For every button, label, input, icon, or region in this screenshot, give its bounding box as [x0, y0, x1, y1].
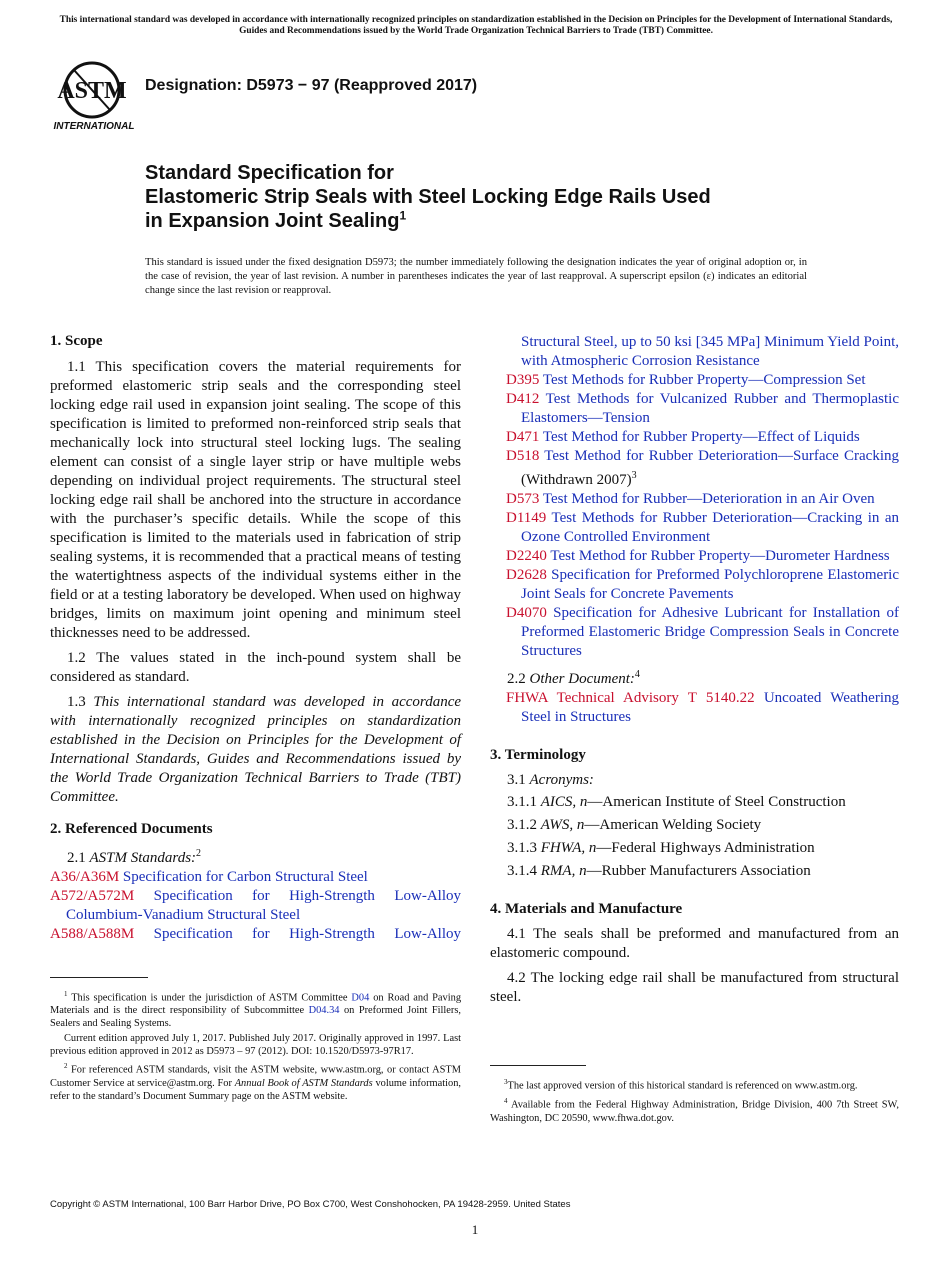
ref-entry-d471[interactable]	[490, 428, 899, 447]
scope-1-3-num: 1.3	[67, 694, 86, 710]
ref-2-2-num: 2.2	[507, 671, 526, 687]
footnotes-right	[490, 1076, 899, 1125]
ref-title[interactable]: Test Method for Rubber—Deterioration in an Air Oven	[542, 491, 875, 507]
ref-title[interactable]: Test Method for Rubber Deterioration—Surface Cracking	[544, 448, 900, 464]
ref-title[interactable]: Specification for High-Strength Low-Alloy Columbium-Vanadium Structural Steel	[66, 888, 461, 923]
ref-title[interactable]: Test Methods for Vulcanized Rubber and Thermoplastic Elastomers—Tension	[521, 391, 899, 426]
fn3-text: The last approved version of this historical standard is referenced on www.astm.org.	[507, 1080, 858, 1092]
scope-1-2: 1.2 The values stated in the inch-pound system shall be considered as standard.	[50, 650, 461, 685]
footnote-4	[490, 1095, 899, 1124]
term-3-1	[490, 771, 899, 790]
fn2-num: 2	[64, 1062, 68, 1071]
ref-2-1-label: ASTM Standards:	[89, 850, 197, 866]
scope-1-3	[50, 693, 461, 807]
ref-entry-d412[interactable]	[490, 390, 899, 428]
edition-note: Current edition approved July 1, 2017. Published July 2017. Originally approved in 1997. Last previous edition approved in 2012 as D5973 – 97 (2012). DOI: 10.1520/D5973-97R17.	[50, 1033, 461, 1058]
left-column	[50, 332, 461, 944]
term-def: —American Institute of Steel Construction	[587, 794, 846, 810]
term-item	[490, 839, 899, 858]
ref-code[interactable]: A36/A36M	[50, 869, 120, 885]
ref-entry-d2240[interactable]	[490, 547, 899, 566]
fn1-text-c: on Preformed Joint Fillers, Sealers and Sealing Systems.	[50, 1005, 461, 1030]
ref-code[interactable]: D1149	[506, 510, 547, 526]
logo-word: INTERNATIONAL	[53, 121, 135, 132]
fn3-num: 3	[504, 1078, 508, 1086]
fn4-text: Available from the Federal Highway Administration, Bridge Division, 400 7th Street SW, Washington, DC 20590, www.fhwa.dot.gov.	[490, 1099, 899, 1124]
ref-entry-d573[interactable]	[490, 490, 899, 509]
ref-2-2-fn: 4	[634, 669, 640, 680]
term-num: 3.1.2	[507, 817, 537, 833]
ref-entry-a572[interactable]	[50, 887, 461, 925]
ref-title[interactable]: Test Method for Rubber Property—Durometer Hardness	[550, 548, 890, 564]
ref-code[interactable]: A572/A572M	[50, 888, 135, 904]
fn2-text-a: For referenced ASTM standards, visit the ASTM website, www.astm.org, or contact ASTM Customer Service at service@astm.org. For	[50, 1064, 461, 1089]
header-notice: This international standard was developed in accordance with internationally recognized principles on standardization established in the Decision on Principles for the Development of International Standards, Guides and Recommendations issued by the World Trade Organization Technical Barriers to Trade (TBT) Committee.	[59, 15, 893, 36]
term-word: FHWA, n	[540, 840, 597, 856]
standard-intro: This standard is issued under the fixed designation D5973; the number immediately following the designation indicates the year of original adoption or, in the case of revision, the year of last revision. A number in parentheses indicates the year of last reapproval. A superscript epsilon (ε) indicates an editorial change since the last revision or reapproval.	[145, 257, 807, 296]
ref-title[interactable]: Specification for Carbon Structural Steel	[122, 869, 368, 885]
ref-title[interactable]: Specification for Adhesive Lubricant for Installation of Preformed Elastomeric Bridge Compression Seals in Concrete Structures	[521, 605, 900, 659]
term-word: AWS, n	[540, 817, 585, 833]
term-3-1-num: 3.1	[507, 772, 526, 788]
ref-2-2-label: Other Document:	[529, 671, 635, 687]
scope-1-3-text: This international standard was developed in accordance with internationally recognized principles on standardization established in the Decision on Principles for the Development of International Standards, Guides and Recommendations issued by the World Trade Organization Technical Barriers to Trade (TBT) Committee.	[50, 694, 462, 805]
term-3-1-label: Acronyms:	[529, 772, 594, 788]
ref-code[interactable]: D2240	[506, 548, 547, 564]
ref-entry-d2628[interactable]	[490, 566, 899, 604]
title-line-3: in Expansion Joint Sealing	[145, 210, 400, 232]
fn1-text-b: on Road and Paving Materials and is the direct responsibility of Subcommittee	[50, 992, 462, 1017]
footnote-1	[50, 988, 461, 1030]
title-footnote-mark: 1	[399, 208, 407, 223]
ref-code[interactable]: A588/A588M	[50, 926, 135, 942]
ref-title[interactable]: Uncoated Weathering Steel in Structures	[521, 690, 899, 725]
ref-2-1-fn: 2	[196, 848, 202, 859]
ref-title[interactable]: Specification for High-Strength Low-Alloy	[153, 926, 461, 942]
scope-1-1: 1.1 This specification covers the material requirements for preformed elastomeric strip seals and the corresponding steel locking edge rail used in expansion joint sealing. The scope of this specification is limited to preformed non-reinforced strip seals that mechanically lock into structural steel locking lugs. The sealing element can consist of a single layer strip or have multiple webs depending on individual project requirements. The structural steel locking edge rail shall be anchored into the structure in accordance with the purchaser’s specific details. While the scope of this specification is limited to the materials used in fabrication of strip sealing systems, it is recommended that a practical means of testing the watertightness aspects of the individual systems either in the field or at a testing laboratory be developed. When used on highway bridges, limits on maximum joint opening and minimum steel thicknesses need to be addressed.	[50, 359, 461, 641]
footnote-3	[490, 1076, 899, 1092]
ref-title[interactable]: Specification for Preformed Polychloroprene Elastomeric Joint Seals for Concrete Pavements	[521, 567, 900, 602]
ref-2-1	[50, 844, 461, 868]
term-num: 3.1.1	[507, 794, 537, 810]
ref-code[interactable]: D4070	[506, 605, 547, 621]
copyright-line: Copyright © ASTM International, 100 Barr Harbor Drive, PO Box C700, West Conshohocken, PA 19428-2959. United States	[50, 1199, 571, 1210]
fn2-text-b: volume information, refer to the standard’s Document Summary page on the ASTM website.	[50, 1077, 462, 1102]
term-item	[490, 862, 899, 881]
ref-entry-a36[interactable]	[50, 868, 461, 887]
ref-code[interactable]: D412	[506, 391, 540, 407]
ref-2-1-num: 2.1	[67, 850, 86, 866]
materials-heading: 4. Materials and Manufacture	[490, 901, 683, 917]
page-number: 1	[471, 1222, 479, 1237]
ref-code[interactable]: FHWA Technical Advisory T 5140.22	[506, 690, 755, 706]
ref-title[interactable]: Test Method for Rubber Property—Effect of Liquids	[542, 429, 860, 445]
committee-link[interactable]: D04	[351, 992, 370, 1004]
ref-code[interactable]: D471	[506, 429, 540, 445]
astm-logo-icon	[52, 56, 136, 132]
terminology-heading: 3. Terminology	[490, 747, 586, 763]
withdrawn-note: (Withdrawn 2007)	[521, 472, 632, 488]
astm-logo	[52, 56, 136, 132]
ref-title[interactable]: Test Methods for Rubber Property—Compression Set	[542, 372, 866, 388]
term-def: —Federal Highways Administration	[596, 840, 815, 856]
ref-code[interactable]: D2628	[506, 567, 547, 583]
footnotes-left	[50, 988, 461, 1103]
ref-entry-a588-cont[interactable]: Structural Steel, up to 50 ksi [345 MPa] Minimum Yield Point, with Atmospheric Corrosion Resistance	[521, 334, 899, 369]
term-word: RMA, n	[540, 863, 587, 879]
fn4-num: 4	[504, 1097, 508, 1106]
ref-entry-d1149[interactable]	[490, 509, 899, 547]
ref-entry-d518[interactable]	[490, 447, 899, 490]
fn2-italic: Annual Book of ASTM Standards	[234, 1077, 373, 1089]
fn1-num: 1	[64, 990, 68, 998]
term-def: —American Welding Society	[584, 817, 762, 833]
ref-entry-a588[interactable]	[50, 925, 461, 944]
ref-title[interactable]: Test Methods for Rubber Deterioration—Cracking in an Ozone Controlled Environment	[521, 510, 899, 545]
ref-entry-fhwa[interactable]	[490, 689, 899, 727]
ref-entry-d395[interactable]	[490, 371, 899, 390]
materials-4-2: 4.2 The locking edge rail shall be manufactured from structural steel.	[490, 970, 899, 1005]
ref-code[interactable]: D518	[506, 448, 540, 464]
ref-entry-d4070[interactable]	[490, 604, 899, 661]
referenced-heading: 2. Referenced Documents	[50, 821, 213, 837]
logo-mark: ASTM	[57, 78, 127, 104]
title-line-1: Standard Specification for	[145, 162, 394, 184]
term-def: —Rubber Manufacturers Association	[586, 863, 811, 879]
term-num: 3.1.3	[507, 840, 537, 856]
footnote-rule-right	[490, 1065, 586, 1066]
subcommittee-link[interactable]: D04.34	[308, 1005, 340, 1017]
ref-code[interactable]: D395	[506, 372, 540, 388]
term-word: AICS, n	[540, 794, 588, 810]
scope-heading: 1. Scope	[50, 333, 103, 349]
term-item	[490, 816, 899, 835]
right-column	[490, 333, 899, 1007]
ref-2-2	[490, 665, 899, 689]
term-item	[490, 793, 899, 812]
footnote-2	[50, 1060, 461, 1102]
d518-fn: 3	[631, 470, 637, 481]
document-title	[145, 161, 885, 233]
designation: Designation: D5973 − 97 (Reapproved 2017)	[145, 77, 478, 94]
title-line-2: Elastomeric Strip Seals with Steel Locking Edge Rails Used	[145, 186, 711, 208]
footnote-rule-left	[50, 977, 148, 978]
term-num: 3.1.4	[507, 863, 537, 879]
ref-code[interactable]: D573	[506, 491, 540, 507]
materials-4-1: 4.1 The seals shall be preformed and manufactured from an elastomeric compound.	[490, 926, 899, 961]
fn1-text-a: This specification is under the jurisdiction of ASTM Committee	[71, 992, 348, 1004]
